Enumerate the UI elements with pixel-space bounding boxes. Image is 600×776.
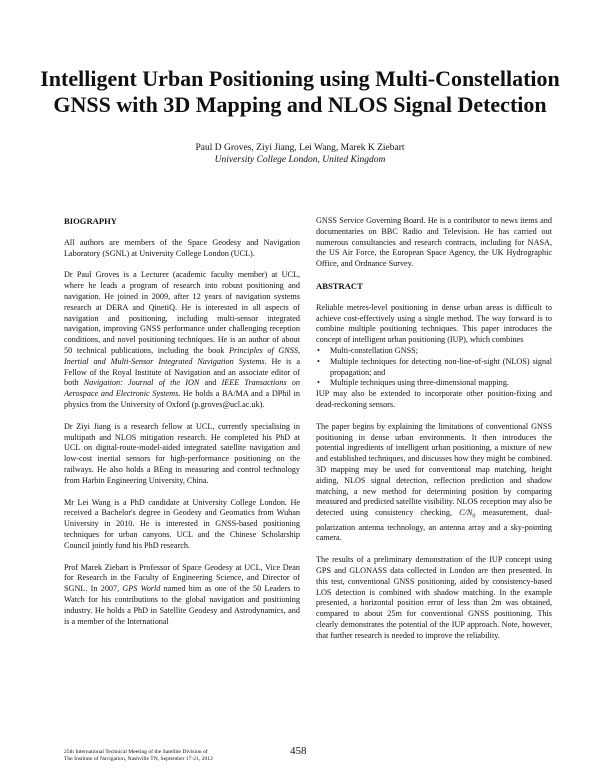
- footer-conference: [64, 749, 213, 763]
- page-number: 458: [290, 745, 307, 757]
- abstract-intro: Reliable metres-level positioning in dense urban areas is difficult to achieve cost-effectively using a single method. The way forward is to combine multiple positioning techniques. This paper introduces the concept of intelligent urban positioning (IUP), which combines: [316, 302, 552, 345]
- abstract-intro-end: IUP may also be extended to incorporate other position-fixing and dead-reckoning sensors.: [316, 389, 552, 409]
- affiliation: University College London, United Kingdom: [214, 155, 386, 165]
- list-item: • Multi-constellation GNSS;: [326, 346, 552, 357]
- authors: Paul D Groves, Ziyi Jiang, Lei Wang, Marek K Ziebart: [195, 143, 405, 153]
- biography-heading: BIOGRAPHY: [64, 216, 117, 226]
- list-item: • Multiple techniques using three-dimensional mapping.: [326, 378, 552, 389]
- abstract-bullet-list: [316, 346, 552, 389]
- bio-ziebart: Prof Marek Ziebart is Professor of Space Geodesy at UCL, Vice Dean for Research in the Faculty of Engineering Science, and Director of SGNL. In 2007, GPS World named him as one of the 50 Leaders to Watch for his contributions to the global navigation and positioning industry. He holds a PhD in Satellite Geodesy and Astrodynamics, and is a member of the International: [64, 562, 300, 626]
- abstract-results: The results of a preliminary demonstration of the IUP concept using GPS and GLONASS data collected in London are then presented. In this test, conventional GNSS positioning, aided by consistency-based LOS detection is combined with shadow matching. In the example presented, a horizontal position error of less than 2m was obtained, compared to about 25m for conventional GNSS positioning. This clearly demonstrates the potential of the IUP approach. Note, however, that further research is needed to improve the reliability.: [316, 555, 552, 640]
- bio-jiang: Dr Ziyi Jiang is a research fellow at UCL, currently specialising in multipath and NLOS mitigation research. He completed his PhD at UCL on digital-route-model-aided integrated satellite navigation and low-cost inertial sensors for high-performance positioning on the railways. He also holds a BEng in measuring and control technology from Harbin Engineering University, China.: [64, 421, 300, 485]
- paper-title: Intelligent Urban Positioning using Multi-Constellation GNSS with 3D Mapping and NLOS Signal Detection: [40, 66, 560, 117]
- bio-ziebart-continued: GNSS Service Governing Board. He is a contributor to news items and documentaries on BBC Radio and Television. He has carried out numerous consultancies and research contracts, including for NASA, the US Air Force, the European Space Agency, the UK Hydrographic Office, and Ordnance Survey.: [316, 216, 552, 269]
- footer-line: The Institute of Navigation, Nashville TN, September 17-21, 2012: [64, 756, 213, 762]
- bio-groves: Dr Paul Groves is a Lecturer (academic faculty member) at UCL, where he leads a program of research into robust positioning and navigation. He joined in 2009, after 12 years of navigation systems research at DERA and QinetiQ. He is interested in all aspects of navigation and positioning, including multi-sensor integrated navigation, improving GNSS performance under challenging reception conditions, and novel positioning techniques. He is an author of about 50 technical publications, including the book Principles of GNSS, Inertial and Multi-Sensor Integrated Navigation Systems. He is a Fellow of the Royal Institute of Navigation and an associate editor of both Navigation: Journal of the ION and IEEE Transactions on Aerospace and Electronic Systems. He holds a BA/MA and a DPhil in physics from the University of Oxford (p.groves@ucl.ac.uk).: [64, 270, 300, 409]
- abstract-heading: ABSTRACT: [316, 280, 363, 291]
- left-column: [64, 216, 300, 638]
- footer-line: 25th International Technical Meeting of the Satellite Division of: [64, 749, 208, 755]
- biography-intro: All authors are members of the Space Geodesy and Navigation Laboratory (SGNL) at University College London (UCL).: [64, 237, 300, 258]
- abstract-body: The paper begins by explaining the limitations of conventional GNSS positioning in dense urban environments. It then introduces the potential ingredients of intelligent urban positioning, a mixture of new and established techniques, and discusses how they might be combined. 3D mapping may be used for conventional map matching, height aiding, NLOS signal detection, reflection prediction and shadow matching, a new method for determining position by comparing measured and predicted satellite visibility. NLOS reception may also be detected using consistency checking, $C/N_0$ measurement, dual-polarization antenna technology, an antenna array and a sky-pointing camera.: [316, 421, 552, 543]
- bio-wang: Mr Lei Wang is a PhD candidate at University College London. He received a Bachelor's degree in Geodesy and Geomatics from Wuhan University in 2010. He is interested in GNSS-based positioning techniques for urban canyons. UCL and the Chinese Scholarship Council jointly fund his PhD research.: [64, 497, 300, 550]
- right-column: [316, 216, 552, 653]
- list-item: • Multiple techniques for detecting non-line-of-sight (NLOS) signal propagation; and: [326, 357, 552, 379]
